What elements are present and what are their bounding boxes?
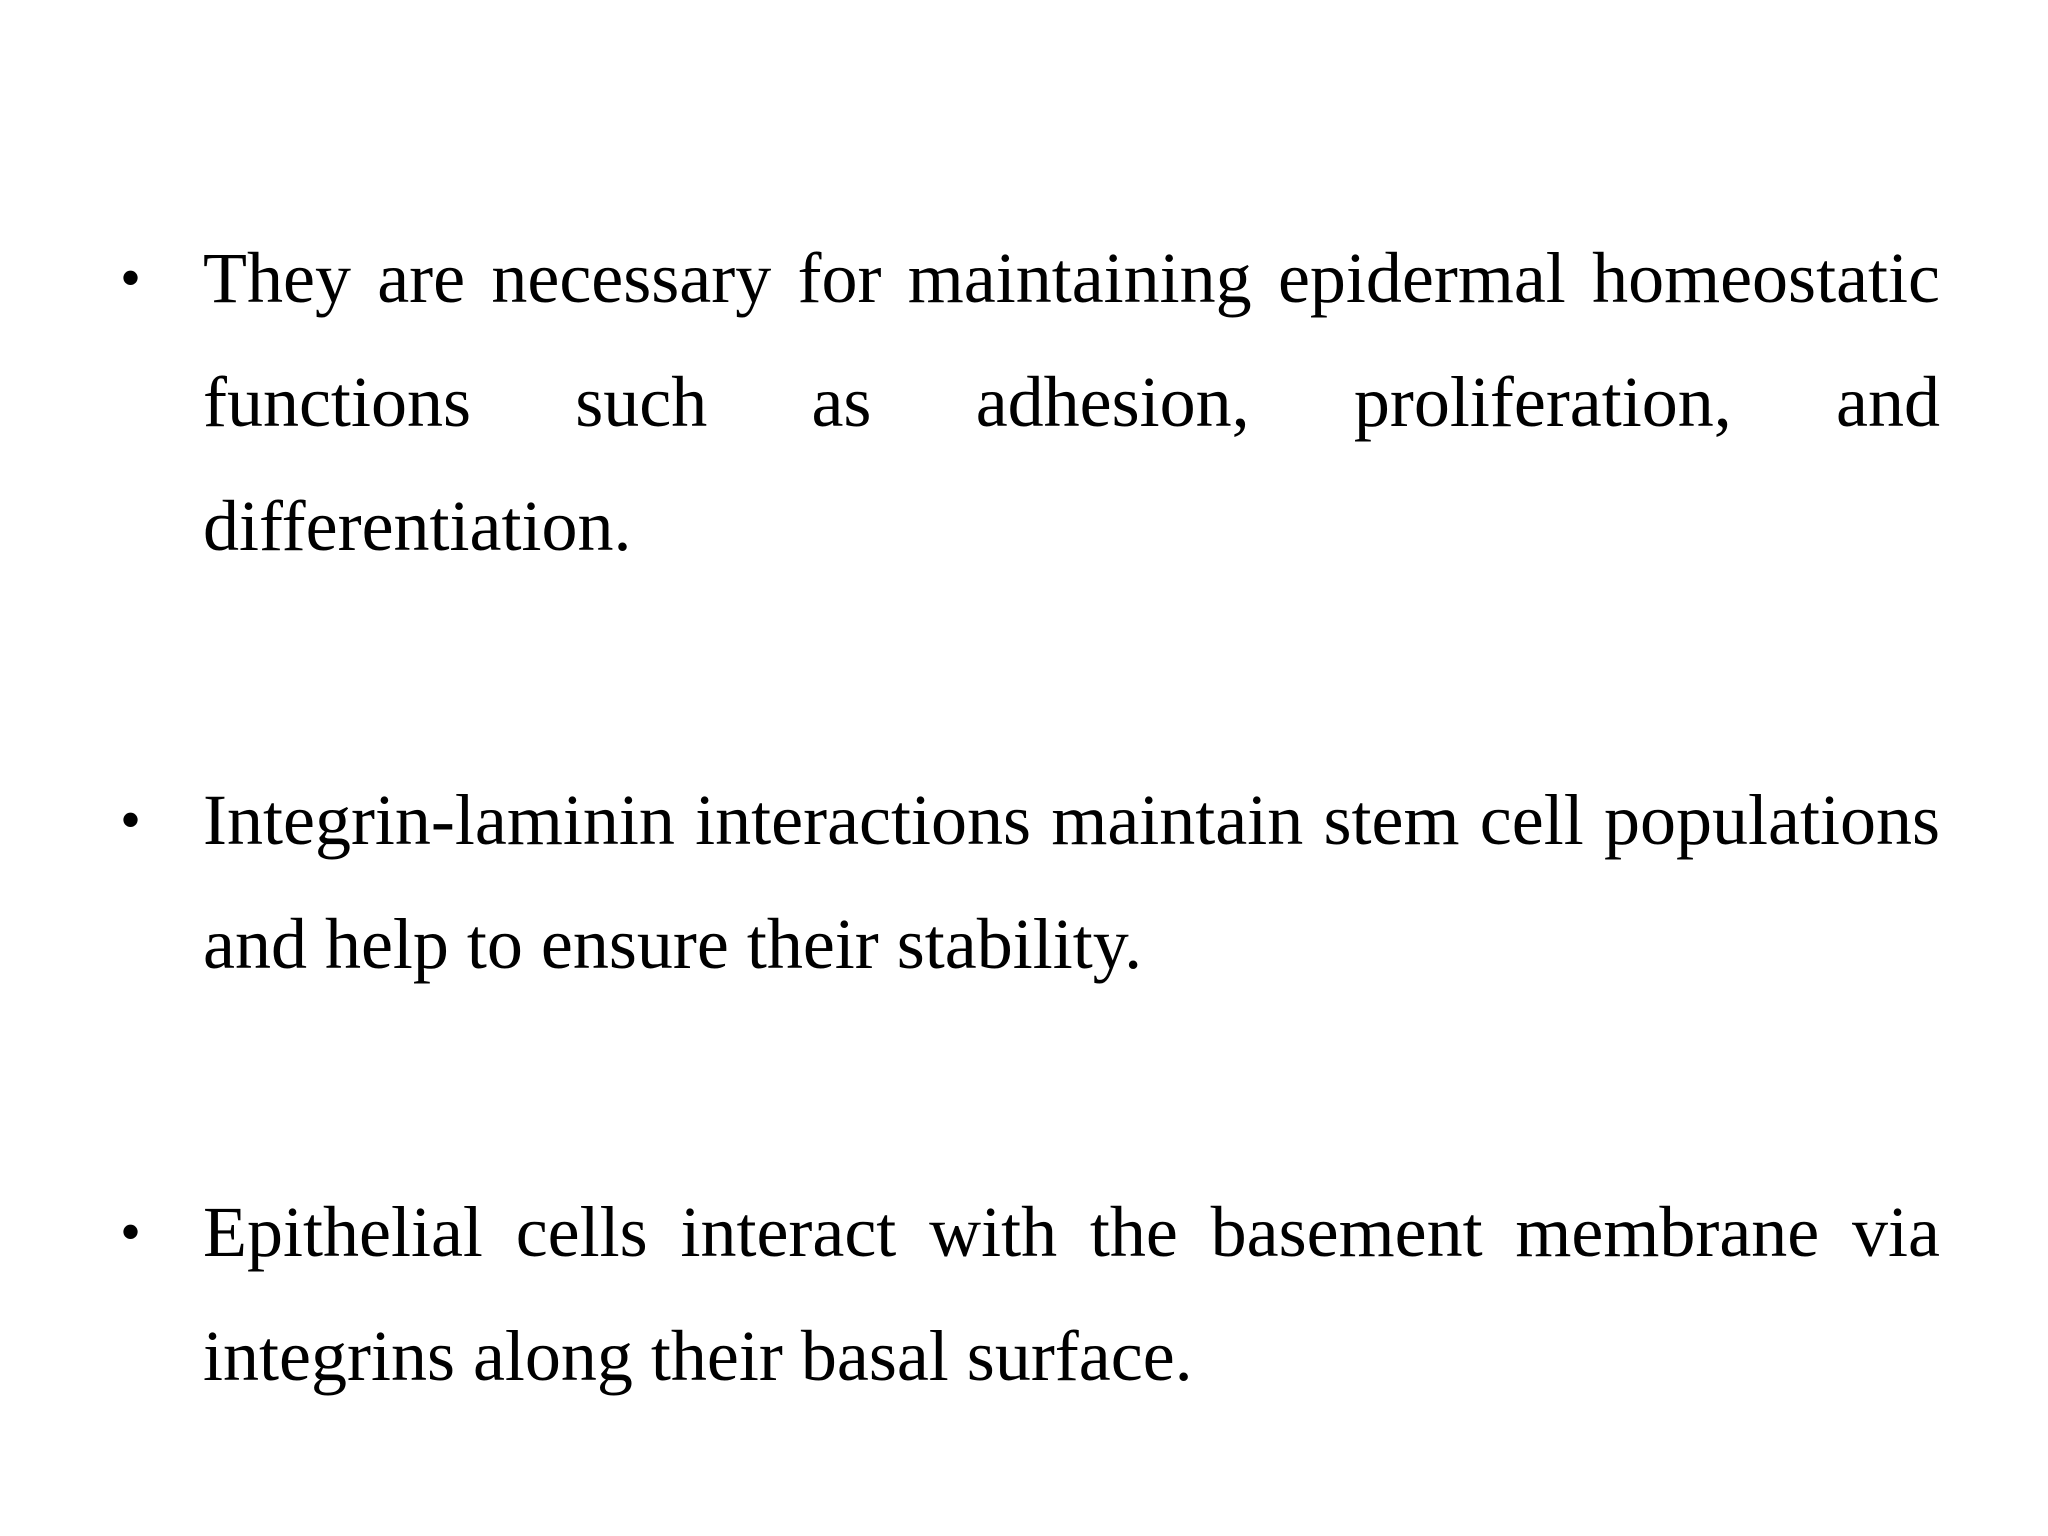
bullet-marker: •	[120, 787, 142, 853]
bullet-text: Integrin-laminin interactions maintain stem cell populations and help to ensure their stability.	[203, 780, 1940, 984]
bullet-marker: •	[120, 1199, 142, 1265]
bullet-marker: •	[120, 245, 142, 311]
bullet-text: Epithelial cells interact with the basement membrane via integrins along their basal surface.	[203, 1192, 1940, 1396]
bullet-text: They are necessary for maintaining epidermal homeostatic functions such as adhesion, proliferation, and differentiation.	[203, 238, 1940, 566]
